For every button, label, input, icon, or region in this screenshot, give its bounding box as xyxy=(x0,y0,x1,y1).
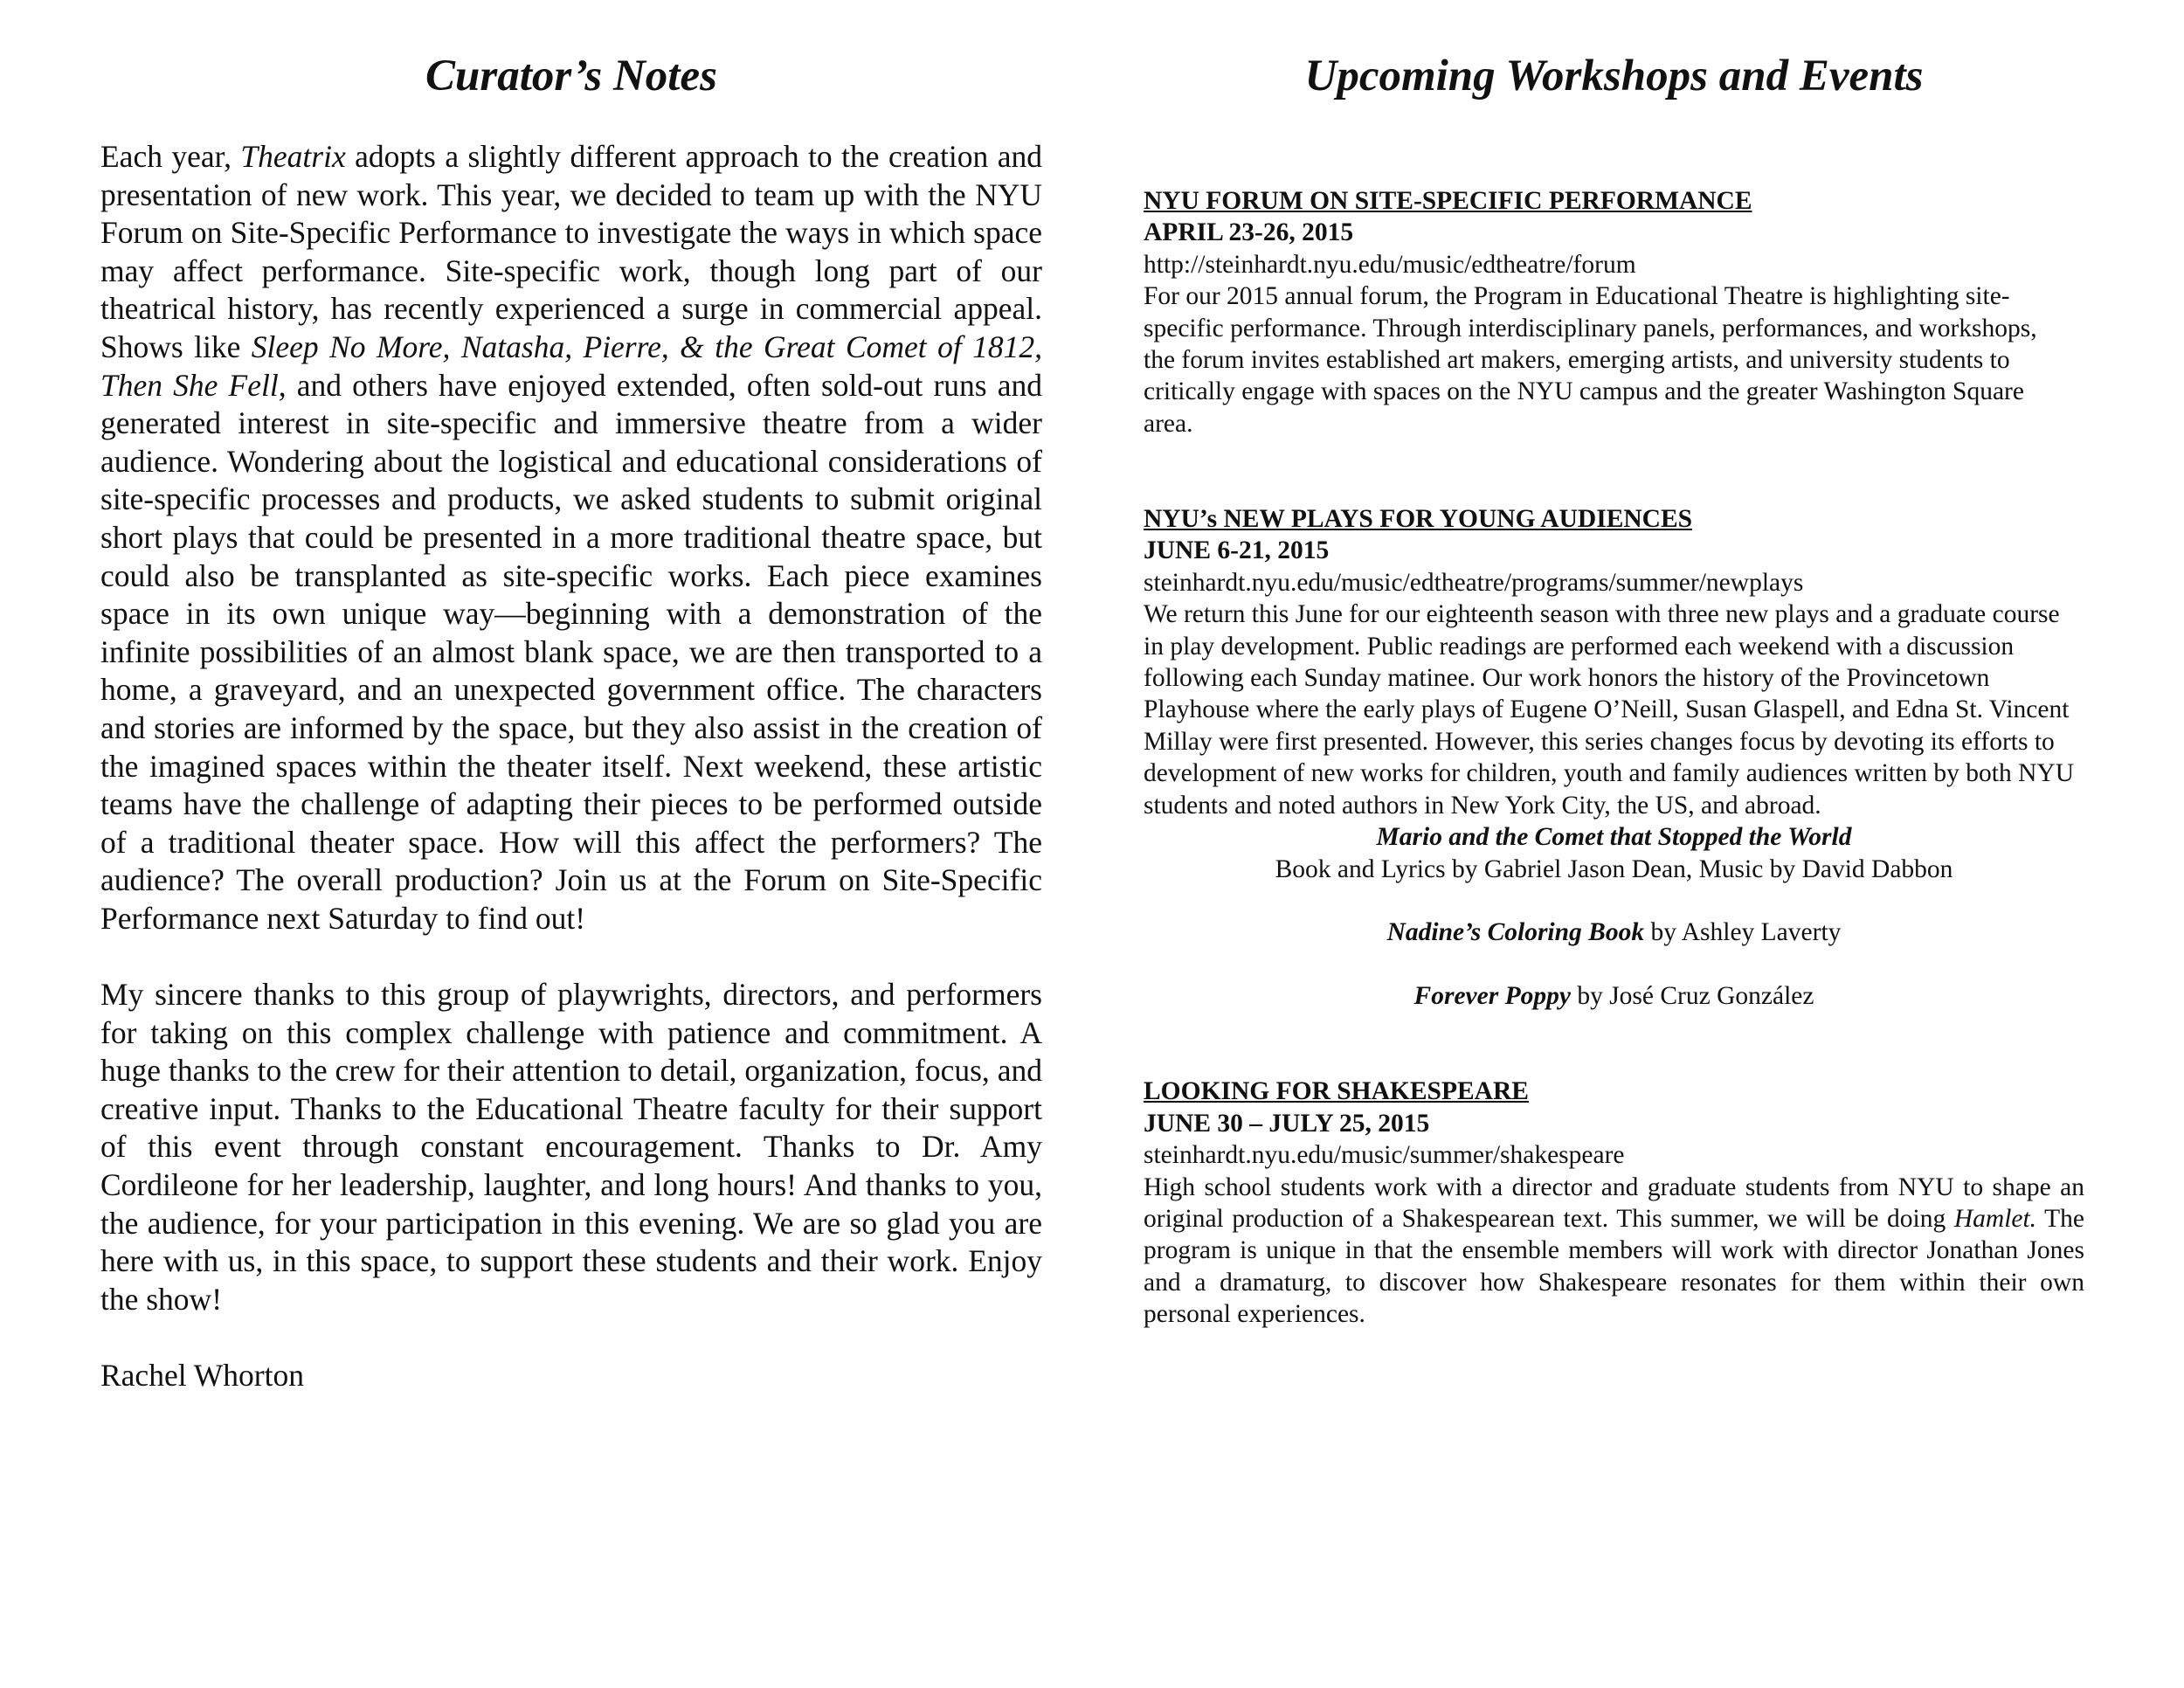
text: adopts a slightly different approach to the creation and presentation of new work. This year, we decided to team up with the NYU Forum on Site-Specific Performance to investigate the ways in which space may affect performance. Site-specific work, though long part of our theatrical history, has recently experienced a surge in commercial appeal. Shows like xyxy=(100,139,1042,364)
event-heading: NYU’s NEW PLAYS FOR YOUNG AUDIENCES xyxy=(1144,505,1693,534)
notes-paragraph-2: My sincere thanks to this group of playwrights, directors, and performers for taking on this complex challenge with patience and commitment. A huge thanks to the crew for their attention to detail, organization, focus, and creative input. Thanks to the Educational Theatre faculty for their support of this event through constant encouragement. Thanks to Dr. Amy Cordileone for her leadership, laughter, and long hours! And thanks to you, the audience, for your participation in this evening. We are so glad you are here with us, in this space, to support these students and their work. Enjoy the show! xyxy=(100,977,1042,1317)
play-1 xyxy=(1144,821,2084,853)
text: The program is unique in that the ensemble members will work with director Jonathan Jones and a dramaturg, to discover how Shakespeare resonates for them within their own personal experiences. xyxy=(1144,1204,2084,1329)
event-shakespeare xyxy=(1144,1076,2084,1330)
event-new-plays xyxy=(1144,503,2084,1012)
play-title: Mario and the Comet that Stopped the World xyxy=(1376,823,1852,852)
text: Each year, xyxy=(100,139,241,174)
text: and others have enjoyed extended, often sold-out runs and generated interest in site-specific and immersive theatre from a wider audience. Wondering about the logistical and educational considerations of site-specific processes and products, we asked students to submit original short plays that could be presented in a more traditional theatre space, but could also be transplanted as site-specific works. Each piece examines space in its own unique way—beginning with a demonstration of the infinite possibilities of an almost blank space, we are then transported to a home, a graveyard, and an unexpected government office. The characters and stories are informed by the space, but they also assist in the creation of the imagined spaces within the theater itself. Next weekend, these artistic teams have the challenge of adapting their pieces to be performed outside of a traditional theater space. How will this affect the performers? The audience? The overall production? Join us at the Forum on Site-Specific Performance next Saturday to find out! xyxy=(100,367,1042,936)
event-heading: LOOKING FOR SHAKESPEARE xyxy=(1144,1077,1529,1106)
event-dates: JUNE 30 – JULY 25, 2015 xyxy=(1144,1109,1430,1138)
show-titles: Sleep No More, Natasha, Pierre, & the Great Comet of 1812, Then She Fell, xyxy=(100,329,1042,403)
curators-notes-column xyxy=(100,138,1042,1433)
upcoming-events-title: Upcoming Workshops and Events xyxy=(1304,52,1924,100)
play-credit: by Ashley Laverty xyxy=(1644,918,1842,947)
play-title: Nadine’s Coloring Book xyxy=(1386,918,1645,947)
play-3 xyxy=(1144,980,2084,1012)
play-credit: by José Cruz González xyxy=(1570,982,1814,1011)
publication-title: Theatrix xyxy=(240,139,346,174)
play-title: Forever Poppy xyxy=(1413,982,1571,1011)
events-column xyxy=(1144,185,2084,1394)
curators-notes-title: Curator’s Notes xyxy=(425,52,717,100)
event-description xyxy=(1144,1172,2084,1331)
event-url[interactable]: http://steinhardt.nyu.edu/music/edtheatre/forum xyxy=(1144,250,1636,279)
event-dates: JUNE 6-21, 2015 xyxy=(1144,536,1330,565)
text: High school students work with a director and graduate students from NYU to shape an original production of a Shakespearean text. This summer, we will be doing xyxy=(1144,1173,2084,1233)
notes-paragraph-1 xyxy=(100,138,1042,937)
play-1-credit: Book and Lyrics by Gabriel Jason Dean, Music by David Dabbon xyxy=(1275,854,1953,883)
event-url[interactable]: steinhardt.nyu.edu/music/edtheatre/programs/summer/newplays xyxy=(1144,568,1804,597)
event-description: For our 2015 annual forum, the Program in Educational Theatre is highlighting site-specific performance. Through interdisciplinary panels, performances, and workshops, the forum invites established art makers, emerging artists, and university students to critically engage with spaces on the NYU campus and the greater Washington Square area. xyxy=(1144,282,2037,438)
event-heading: NYU FORUM ON SITE-SPECIFIC PERFORMANCE xyxy=(1144,187,1752,215)
play-2 xyxy=(1144,917,2084,948)
event-dates: APRIL 23-26, 2015 xyxy=(1144,218,1354,247)
event-forum xyxy=(1144,185,2084,439)
event-url[interactable]: steinhardt.nyu.edu/music/summer/shakespeare xyxy=(1144,1141,1625,1170)
signature: Rachel Whorton xyxy=(100,1358,304,1393)
event-description: We return this June for our eighteenth season with three new plays and a graduate course in play development. Public readings are performed each weekend with a discussion following each Sunday matinee. Our work honors the history of the Provincetown Playhouse where the early plays of Eugene O’Neill, Susan Glaspell, and Edna St. Vincent Millay were first presented. However, this series changes focus by devoting its efforts to development of new works for children, youth and family audiences written by both NYU students and noted authors in New York City, the US, and abroad. xyxy=(1144,600,2075,820)
play-title: Hamlet. xyxy=(1953,1204,2037,1233)
